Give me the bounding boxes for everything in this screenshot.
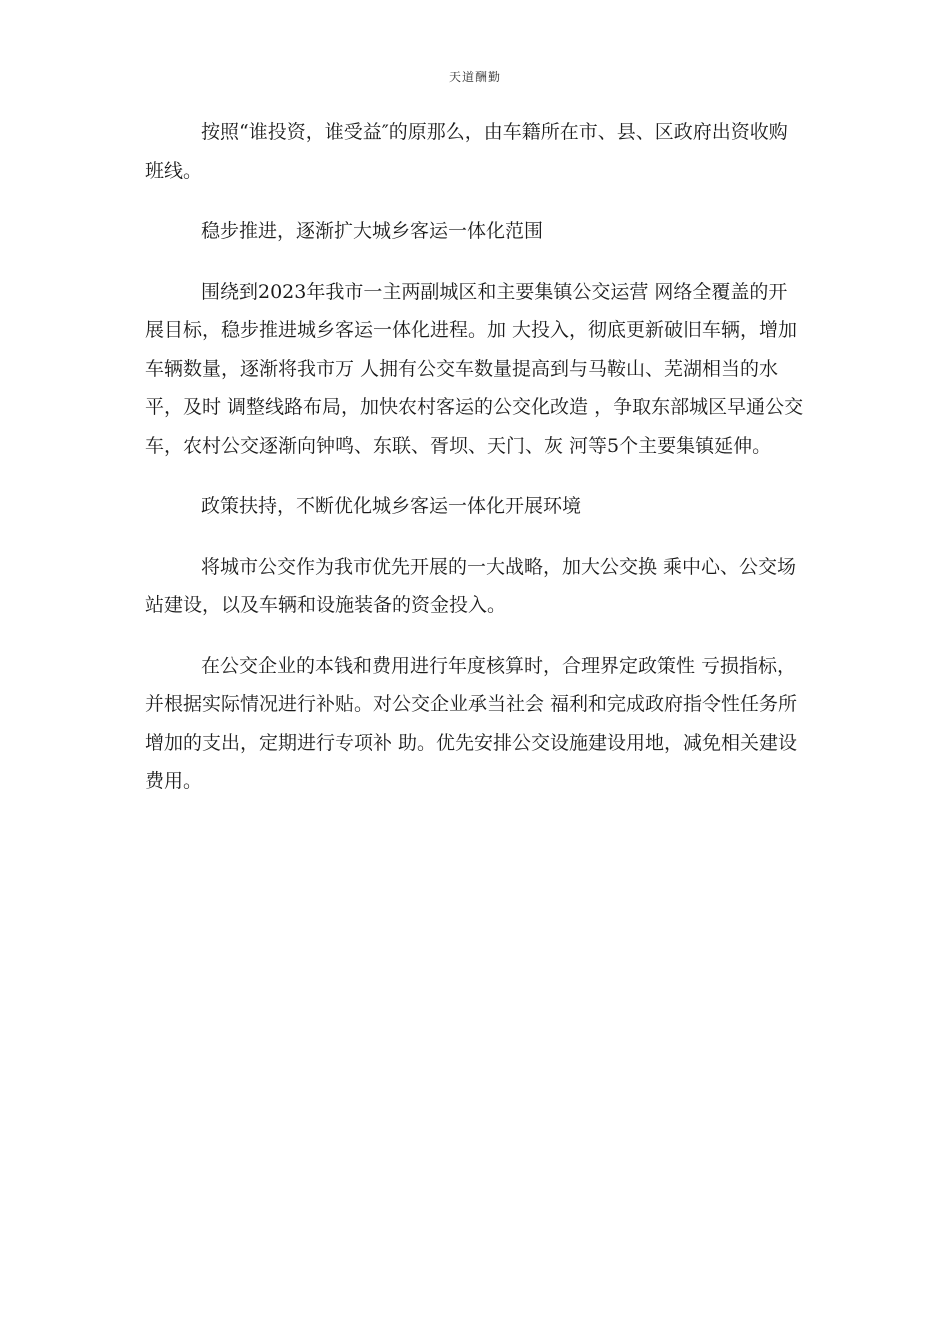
paragraph-subsidy: 在公交企业的本钱和费用进行年度核算时，合理界定政策性 亏损指标，并根据实际情况进行补贴。对公交企业承当社会 福利和完成政府指令性任务所增加的支出，定期进行专项补 助。优先安排公交设施建设用地，减免相关建设费用。 (145, 654, 798, 792)
paragraph-expansion: 围绕到2023年我市一主两副城区和主要集镇公交运营 网络全覆盖的开展目标，稳步推进城乡客运一体化进程。加 大投入，彻底更新破旧车辆，增加车辆数量，逐渐将我市万 人拥有公交车数量提高到与马鞍山、芜湖相当的水平，及时 调整线路布局，加快农村客运的公交化改造 ，争取东部城区早通公交车，农村公交逐渐向钟鸣、东联、胥坝、天门、灰 河等5个主要集镇延伸。 (145, 280, 804, 457)
page-header: 天道酬勤 (448, 70, 501, 84)
paragraph-funding: 按照“谁投资，谁受益″的原那么，由车籍所在市、县、区政府出资收购班线。 (145, 121, 788, 182)
section-heading-expansion: 稳步推进，逐渐扩大城乡客运一体化范围 (201, 220, 544, 242)
document-body (145, 113, 805, 823)
paragraph-strategy: 将城市公交作为我市优先开展的一大战略，加大公交换 乘中心、公交场站建设，以及车辆和设施装备的资金投入。 (145, 555, 797, 616)
section-heading-policy: 政策扶持，不断优化城乡客运一体化开展环境 (201, 495, 582, 517)
